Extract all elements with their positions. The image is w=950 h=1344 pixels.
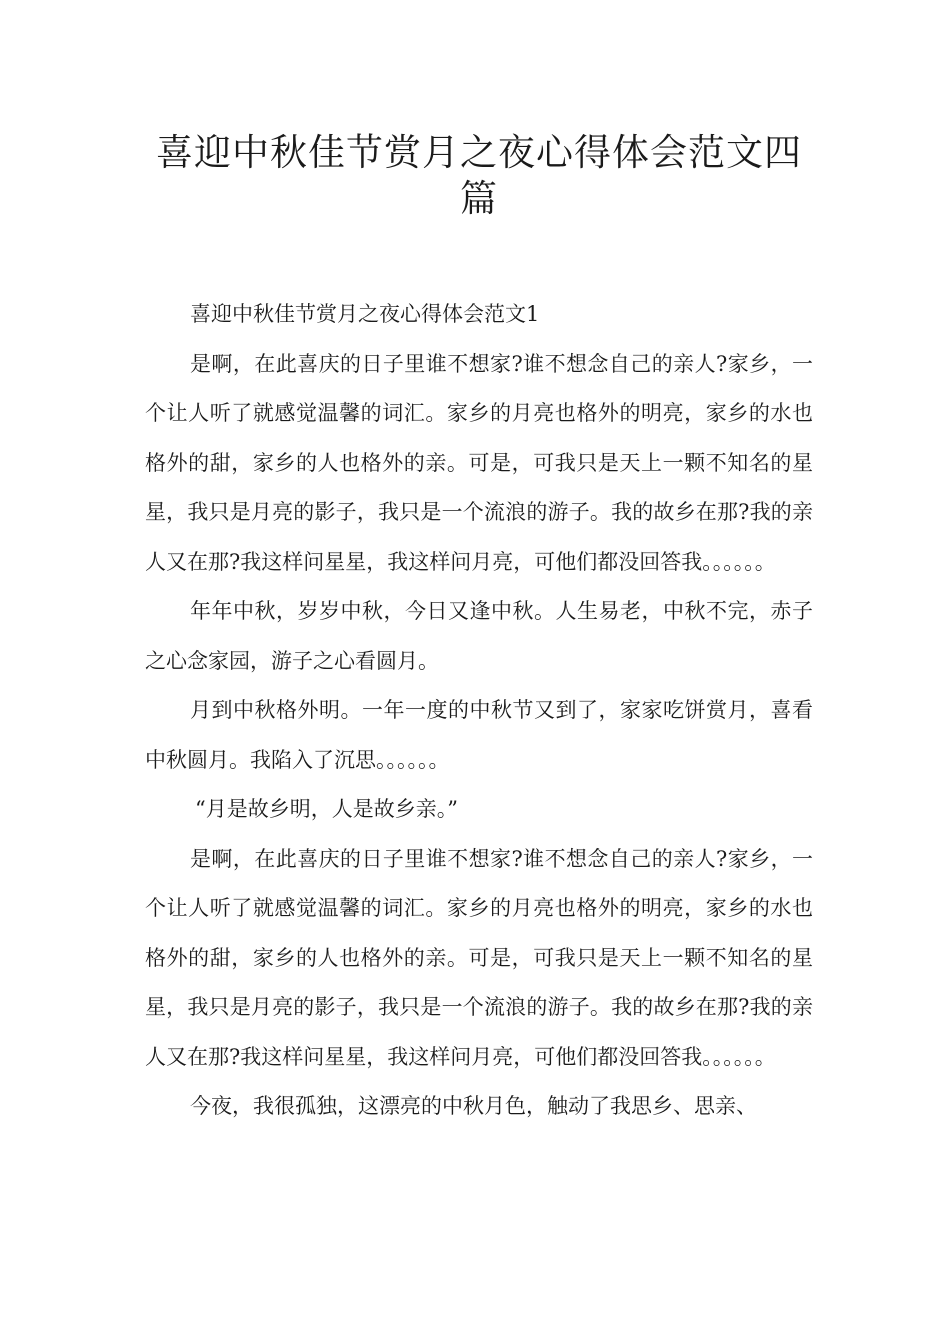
paragraph: 月到中秋格外明。一年一度的中秋节又到了，家家吃饼赏月，喜看中秋圆月。我陷入了沉思。。。。。。: [145, 698, 813, 772]
document-body: [145, 290, 813, 1132]
title-line-2: 篇: [460, 177, 498, 220]
quote-paragraph: “月是故乡明，人是故乡亲。”: [195, 797, 458, 821]
paragraph: 今夜，我很孤独，这漂亮的中秋月色，触动了我思乡、思亲、: [190, 1094, 757, 1118]
document-title: [145, 130, 813, 222]
paragraph: 年年中秋，岁岁中秋，今日又逢中秋。人生易老，中秋不完，赤子之心念家园，游子之心看圆月。: [145, 599, 813, 673]
section-heading: 喜迎中秋佳节赏月之夜心得体会范文1: [190, 302, 540, 326]
title-line-1: 喜迎中秋佳节赏月之夜心得体会范文四: [156, 131, 802, 174]
paragraph: 是啊，在此喜庆的日子里谁不想家?谁不想念自己的亲人?家乡，一个让人听了就感觉温馨的词汇。家乡的月亮也格外的明亮，家乡的水也格外的甜，家乡的人也格外的亲。可是，可我只是天上一颗不知名的星星，我只是月亮的影子，我只是一个流浪的游子。我的故乡在那?我的亲人又在那?我这样问星星，我这样问月亮，可他们都没回答我。。。。。。: [145, 846, 813, 1069]
paragraph: 是啊，在此喜庆的日子里谁不想家?谁不想念自己的亲人?家乡，一个让人听了就感觉温馨的词汇。家乡的月亮也格外的明亮，家乡的水也格外的甜，家乡的人也格外的亲。可是，可我只是天上一颗不知名的星星，我只是月亮的影子，我只是一个流浪的游子。我的故乡在那?我的亲人又在那?我这样问星星，我这样问月亮，可他们都没回答我。。。。。。: [145, 351, 813, 574]
